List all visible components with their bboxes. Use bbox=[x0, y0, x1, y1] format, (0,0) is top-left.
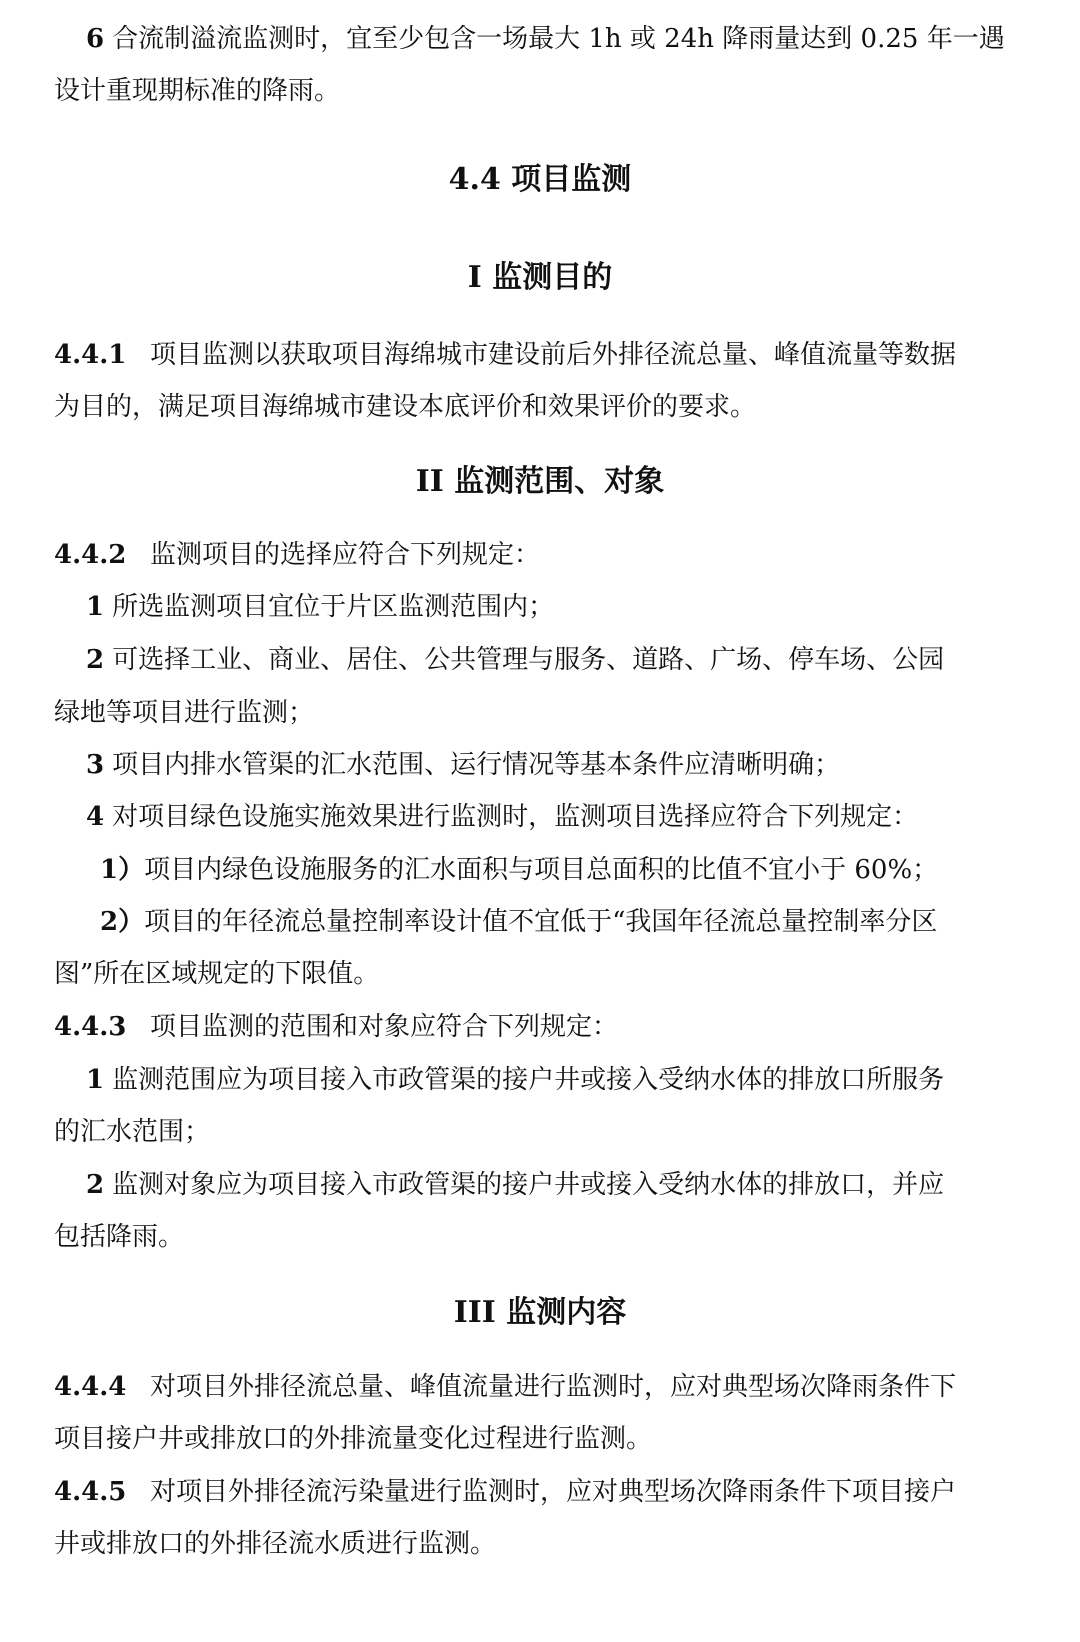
item-number: 1 bbox=[86, 592, 105, 622]
clause-4-4-4-line2: 项目接户井或排放口的外排流量变化过程进行监测。 bbox=[54, 1424, 653, 1454]
clause-4-4-5-text-1: 对项目外排径流污染量进行监测时，应对典型场次降雨条件下项目接户 bbox=[150, 1477, 957, 1507]
clause-4-4-2-item2-line2: 绿地等项目进行监测； bbox=[54, 698, 315, 728]
item-number: 4 bbox=[86, 802, 105, 832]
p6-line1 bbox=[86, 22, 1005, 56]
item-text: 对项目绿色设施实施效果进行监测时，监测项目选择应符合下列规定： bbox=[112, 802, 919, 832]
clause-4-4-5-number: 4.4.5 bbox=[54, 1477, 127, 1507]
subitem-text: 项目内绿色设施服务的汇水面积与项目总面积的比值不宜小于 60%； bbox=[144, 855, 939, 885]
item-text: 监测对象应为项目接入市政管渠的接户井或接入受纳水体的排放口，并应 bbox=[112, 1170, 945, 1200]
clause-4-4-3-item2-line2: 包括降雨。 bbox=[54, 1222, 185, 1252]
clause-4-4-3-number: 4.4.3 bbox=[54, 1012, 127, 1042]
clause-4-4-1-line2: 为目的，满足项目海绵城市建设本底评价和效果评价的要求。 bbox=[54, 392, 757, 422]
section-title: 4.4 项目监测 bbox=[448, 162, 632, 197]
clause-4-4-2-item1 bbox=[86, 590, 554, 624]
clause-4-4-5-line2: 井或排放口的外排径流水质进行监测。 bbox=[54, 1529, 497, 1559]
item-text: 项目内排水管渠的汇水范围、运行情况等基本条件应清晰明确； bbox=[112, 750, 841, 780]
clause-4-4-2-subitem1 bbox=[100, 853, 938, 887]
clause-4-4-4-text-1: 对项目外排径流总量、峰值流量进行监测时，应对典型场次降雨条件下 bbox=[150, 1372, 957, 1402]
clause-4-4-2-subitem2-line2: 图”所在区域规定的下限值。 bbox=[54, 959, 380, 989]
item-text: 所选监测项目宜位于片区监测范围内； bbox=[112, 592, 555, 622]
clause-4-4-1-number: 4.4.1 bbox=[54, 340, 127, 370]
clause-4-4-5-line1 bbox=[54, 1475, 956, 1509]
item-number: 2 bbox=[86, 1170, 105, 1200]
item-number: 1 bbox=[86, 1065, 105, 1095]
subitem-number: 1） bbox=[100, 855, 145, 885]
clause-4-4-1-line1 bbox=[54, 338, 956, 372]
clause-4-4-4-number: 4.4.4 bbox=[54, 1372, 127, 1402]
clause-4-4-2-number: 4.4.2 bbox=[54, 540, 127, 570]
subheading-purpose: Ⅰ 监测目的 bbox=[467, 260, 613, 295]
clause-4-4-2-item4 bbox=[86, 800, 918, 834]
clause-4-4-2-subitem2-line1 bbox=[100, 905, 937, 939]
item-text: 监测范围应为项目接入市政管渠的接户井或接入受纳水体的排放口所服务 bbox=[112, 1065, 945, 1095]
clause-4-4-2-intro bbox=[54, 538, 540, 572]
clause-4-4-3-intro bbox=[54, 1010, 618, 1044]
subheading-scope: II 监测范围、对象 bbox=[415, 464, 665, 499]
clause-4-4-2-item3 bbox=[86, 748, 840, 782]
p6-text-1: 合流制溢流监测时，宜至少包含一场最大 1h 或 24h 降雨量达到 0.25 年一遇 bbox=[112, 24, 1005, 54]
subitem-number: 2） bbox=[100, 907, 145, 937]
p6-line2: 设计重现期标准的降雨。 bbox=[54, 76, 341, 106]
clause-4-4-3-item1-line1 bbox=[86, 1063, 944, 1097]
clause-4-4-3-intro-text: 项目监测的范围和对象应符合下列规定： bbox=[150, 1012, 619, 1042]
item-number: 2 bbox=[86, 645, 105, 675]
clause-4-4-2-item2-line1 bbox=[86, 643, 944, 677]
clause-4-4-4-line1 bbox=[54, 1370, 956, 1404]
clause-4-4-3-item1-line2: 的汇水范围； bbox=[54, 1117, 211, 1147]
p6-number: 6 bbox=[86, 24, 105, 54]
subheading-content: III 监测内容 bbox=[453, 1295, 627, 1330]
item-text: 可选择工业、商业、居住、公共管理与服务、道路、广场、停车场、公园 bbox=[112, 645, 945, 675]
clause-4-4-2-intro-text: 监测项目的选择应符合下列规定： bbox=[150, 540, 541, 570]
clause-4-4-3-item2-line1 bbox=[86, 1168, 944, 1202]
subitem-text: 项目的年径流总量控制率设计值不宜低于“我国年径流总量控制率分区 bbox=[144, 907, 938, 937]
clause-4-4-1-text-1: 项目监测以获取项目海绵城市建设前后外排径流总量、峰值流量等数据 bbox=[150, 340, 957, 370]
item-number: 3 bbox=[86, 750, 105, 780]
